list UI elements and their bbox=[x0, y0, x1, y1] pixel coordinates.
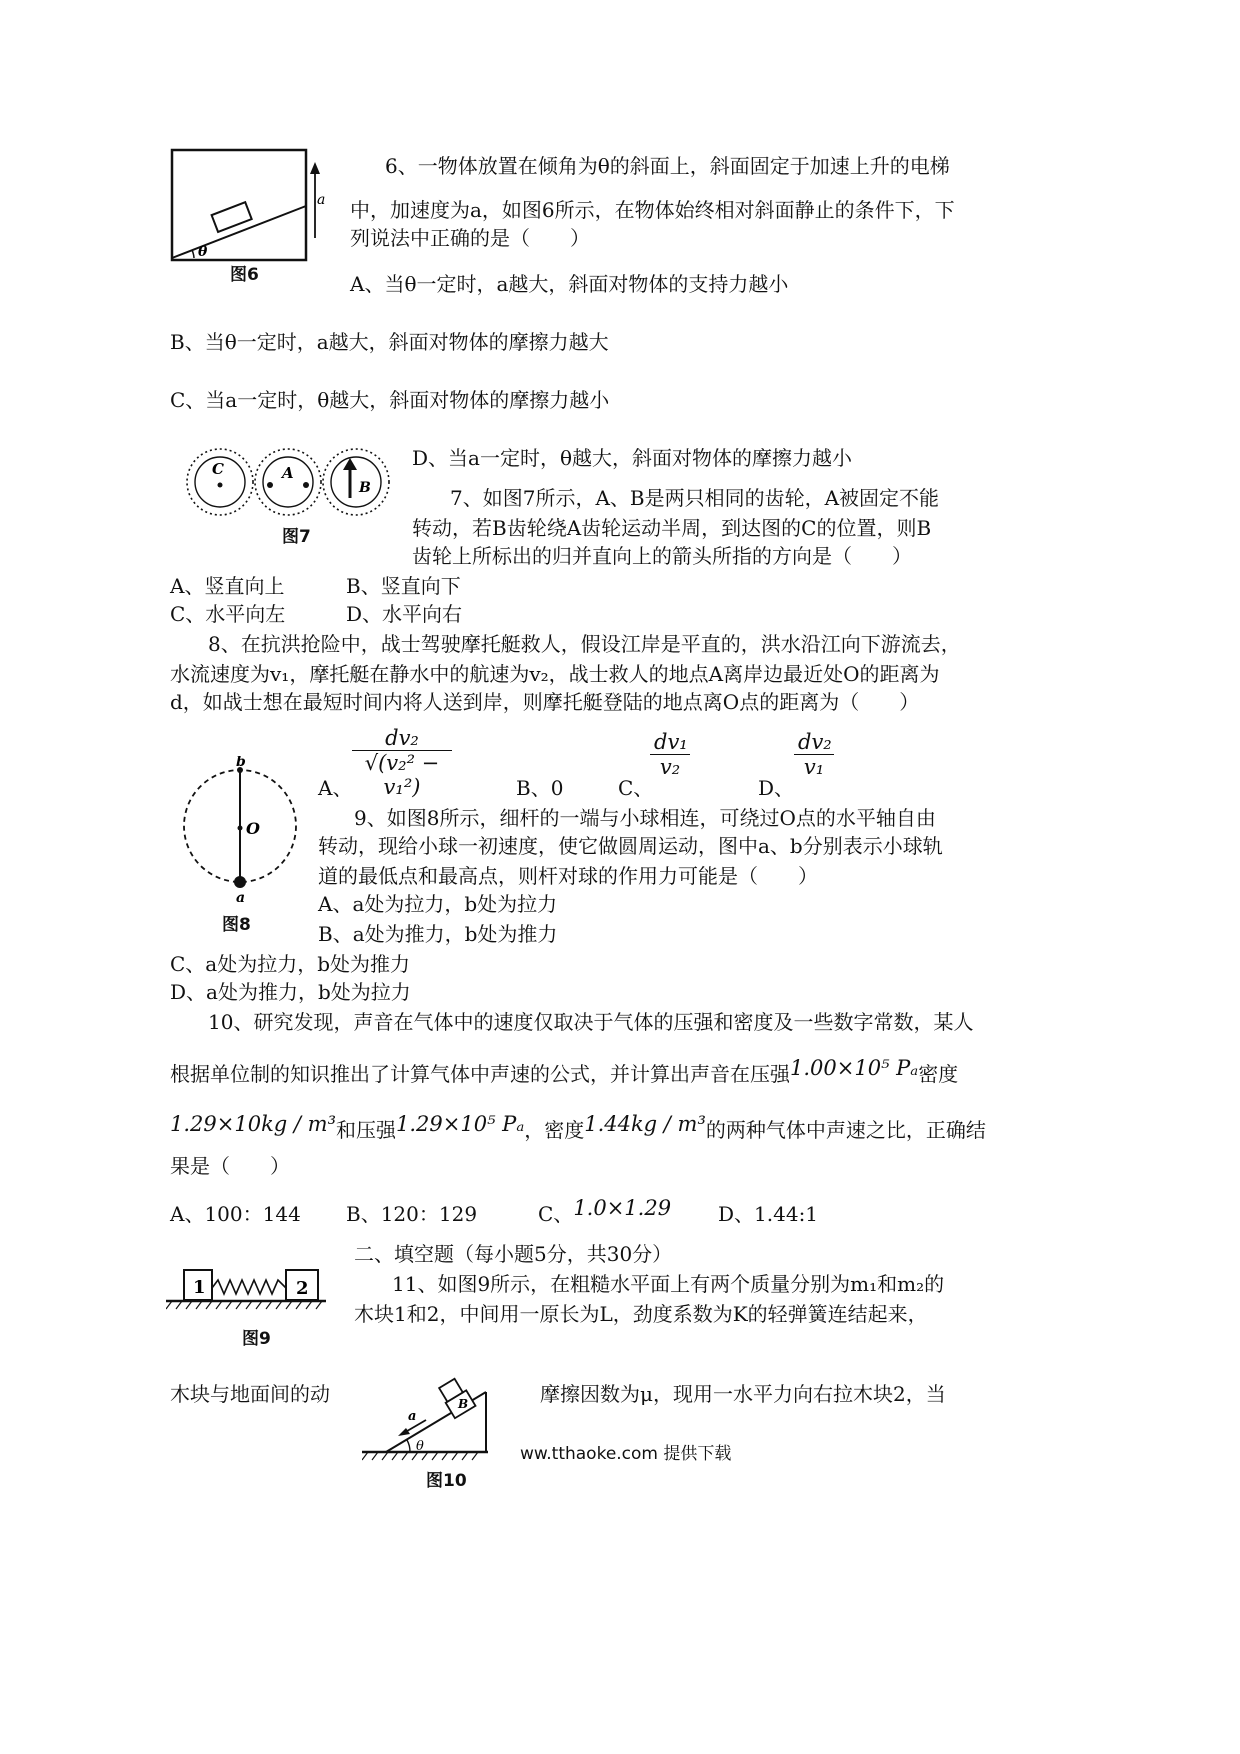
figure-9-diagram bbox=[166, 1266, 328, 1316]
figure-9 bbox=[166, 1266, 328, 1320]
q10-option-c bbox=[538, 1196, 672, 1228]
q6-line-1: 6、一物体放置在倾角为θ的斜面上，斜面固定于加速上升的电梯 bbox=[385, 154, 950, 178]
q10-option-c-prefix: C、 bbox=[538, 1202, 574, 1226]
q7-option-a: A、竖直向上 bbox=[170, 574, 285, 598]
q8-option-d-denominator: v₁ bbox=[794, 754, 834, 779]
q10-pressure-1: 1.00×10⁵ Pₐ bbox=[790, 1056, 919, 1080]
q6-option-a: A、当θ一定时，a越大，斜面对物体的支持力越小 bbox=[350, 272, 789, 296]
figure-10-theta-label: θ bbox=[416, 1439, 424, 1454]
q11-line-1: 11、如图9所示，在粗糙水平面上有两个质量分别为m₁和m₂的 bbox=[392, 1272, 945, 1296]
q7-line-2: 转动，若B齿轮绕A齿轮运动半周，到达图的C的位置，则B bbox=[412, 516, 932, 540]
q10-option-d: D、1.44:1 bbox=[718, 1202, 819, 1226]
q10-pressure-2: 1.29×10⁵ Pₐ bbox=[396, 1112, 525, 1136]
q11-line-2: 木块1和2，中间用一原长为L，劲度系数为K的轻弹簧连结起来， bbox=[354, 1302, 928, 1326]
q7-line-3: 齿轮上所标出的归并直向上的箭头所指的方向是（ ） bbox=[412, 544, 912, 568]
figure-8-diagram bbox=[180, 756, 304, 906]
q8-option-a-numerator: dv₂ bbox=[385, 726, 419, 750]
q7-option-b: B、竖直向下 bbox=[346, 574, 461, 598]
q6-option-b: B、当θ一定时，a越大，斜面对物体的摩擦力越大 bbox=[170, 330, 609, 354]
q8-option-c-numerator: dv₁ bbox=[654, 730, 688, 754]
q8-option-a-prefix: A、 bbox=[318, 776, 353, 800]
figure-8-caption: 图8 bbox=[222, 915, 251, 935]
q10-line-2-text: 根据单位制的知识推出了计算气体中声速的公式，并计算出声音在压强 bbox=[170, 1062, 790, 1086]
q8-option-c-prefix: C、 bbox=[618, 776, 654, 800]
q11-line-3-left: 木块与地面间的动 bbox=[170, 1382, 330, 1406]
q10-density-2: 1.44kg / m³ bbox=[584, 1112, 706, 1136]
q8-line-1: 8、在抗洪抢险中，战士驾驶摩托艇救人，假设江岸是平直的，洪水沿江向下游流去， bbox=[208, 632, 961, 656]
q11-line-3-right: 摩擦因数为μ，现用一水平力向右拉木块2，当 bbox=[540, 1382, 946, 1406]
q8-option-a-denominator: √(v₂² − v₁²) bbox=[352, 750, 452, 799]
figure-8 bbox=[180, 756, 304, 910]
figure-10 bbox=[362, 1370, 502, 1468]
q10-line-3-text-1: 和压强 bbox=[336, 1118, 397, 1142]
q8-line-2: 水流速度为v₁，摩托艇在静水中的航速为v₂，战士救人的地点A离岸边最近处O的距离为 bbox=[170, 662, 940, 686]
q8-option-a-fraction bbox=[352, 726, 452, 799]
q10-line-2-end: 密度 bbox=[918, 1062, 959, 1086]
q8-option-c-denominator: v₂ bbox=[650, 754, 690, 779]
q9-line-3: 道的最低点和最高点，则杆对球的作用力可能是（ ） bbox=[318, 864, 818, 888]
q10-option-b: B、120：129 bbox=[346, 1202, 478, 1226]
figure-10-b-label: B bbox=[458, 1397, 469, 1411]
q9-option-c: C、a处为拉力，b处为推力 bbox=[170, 952, 411, 976]
q7-line-1: 7、如图7所示，A、B是两只相同的齿轮，A被固定不能 bbox=[450, 486, 940, 510]
figure-6-a-label: a bbox=[317, 192, 326, 208]
q10-option-c-math: 1.0×1.29 bbox=[573, 1196, 672, 1220]
figure-7-caption: 图7 bbox=[282, 527, 311, 547]
gear-b-label: B bbox=[359, 480, 371, 496]
q10-line-3-text-2: ，密度 bbox=[524, 1118, 585, 1142]
q8-option-d-fraction bbox=[794, 730, 834, 779]
q10-line-4: 果是（ ） bbox=[170, 1154, 290, 1178]
figure-6-theta-label: θ bbox=[198, 244, 208, 260]
figure-8-a-label: a bbox=[236, 890, 246, 906]
figure-9-block-1-label: 1 bbox=[193, 1277, 206, 1298]
q8-line-3: d，如战士想在最短时间内将人送到岸，则摩托艇登陆的地点离O点的距离为（ ） bbox=[170, 690, 920, 714]
q10-density-1: 1.29×10kg / m³ bbox=[170, 1112, 337, 1136]
q10-option-a: A、100：144 bbox=[170, 1202, 301, 1226]
figure-9-block-2-label: 2 bbox=[296, 1278, 309, 1299]
q6-line-3: 列说法中正确的是（ ） bbox=[350, 226, 590, 250]
q9-option-b: B、a处为推力，b处为推力 bbox=[318, 922, 558, 946]
gear-c-label: C bbox=[212, 460, 224, 478]
q9-line-2: 转动，现给小球一初速度，使它做圆周运动，图中a、b分别表示小球轨 bbox=[318, 834, 943, 858]
q10-line-1: 10、研究发现，声音在气体中的速度仅取决于气体的压强和密度及一些数字常数，某人 bbox=[208, 1010, 974, 1034]
figure-8-o-label: O bbox=[246, 819, 260, 838]
q7-option-d: D、水平向右 bbox=[346, 602, 463, 626]
figure-10-diagram bbox=[362, 1370, 502, 1464]
gear-a-label: A bbox=[282, 464, 294, 482]
q6-option-d: D、当a一定时，θ越大，斜面对物体的摩擦力越小 bbox=[412, 446, 852, 470]
q9-option-d: D、a处为推力，b处为拉力 bbox=[170, 980, 411, 1004]
q10-line-3 bbox=[170, 1112, 986, 1144]
q9-line-1: 9、如图8所示，细杆的一端与小球相连，可绕过O点的水平轴自由 bbox=[354, 806, 936, 830]
figure-10-caption: 图10 bbox=[426, 1471, 467, 1491]
q10-line-2 bbox=[170, 1056, 959, 1088]
figure-6-caption: 图6 bbox=[230, 265, 259, 285]
q10-line-3-text-3: 的两种气体中声速之比，正确结 bbox=[705, 1118, 986, 1142]
q8-option-b: B、0 bbox=[516, 776, 564, 800]
figure-7-diagram bbox=[184, 440, 396, 530]
q6-option-c: C、当a一定时，θ越大，斜面对物体的摩擦力越小 bbox=[170, 388, 610, 412]
q6-line-2: 中，加速度为a，如图6所示，在物体始终相对斜面静止的条件下，下 bbox=[350, 198, 955, 222]
q8-option-d-prefix: D、 bbox=[758, 776, 795, 800]
q8-option-c-fraction bbox=[650, 730, 690, 779]
figure-9-caption: 图9 bbox=[242, 1329, 271, 1349]
footer-watermark: ww.tthaoke.com 提供下载 bbox=[520, 1444, 732, 1464]
q9-option-a: A、a处为拉力，b处为拉力 bbox=[318, 892, 558, 916]
section-2-title: 二、填空题（每小题5分，共30分） bbox=[354, 1242, 673, 1266]
q8-option-d-numerator: dv₂ bbox=[798, 730, 832, 754]
figure-10-a-label: a bbox=[408, 1409, 417, 1424]
q7-option-c: C、水平向左 bbox=[170, 602, 286, 626]
figure-7 bbox=[184, 440, 396, 534]
figure-8-b-label: b bbox=[236, 756, 246, 770]
